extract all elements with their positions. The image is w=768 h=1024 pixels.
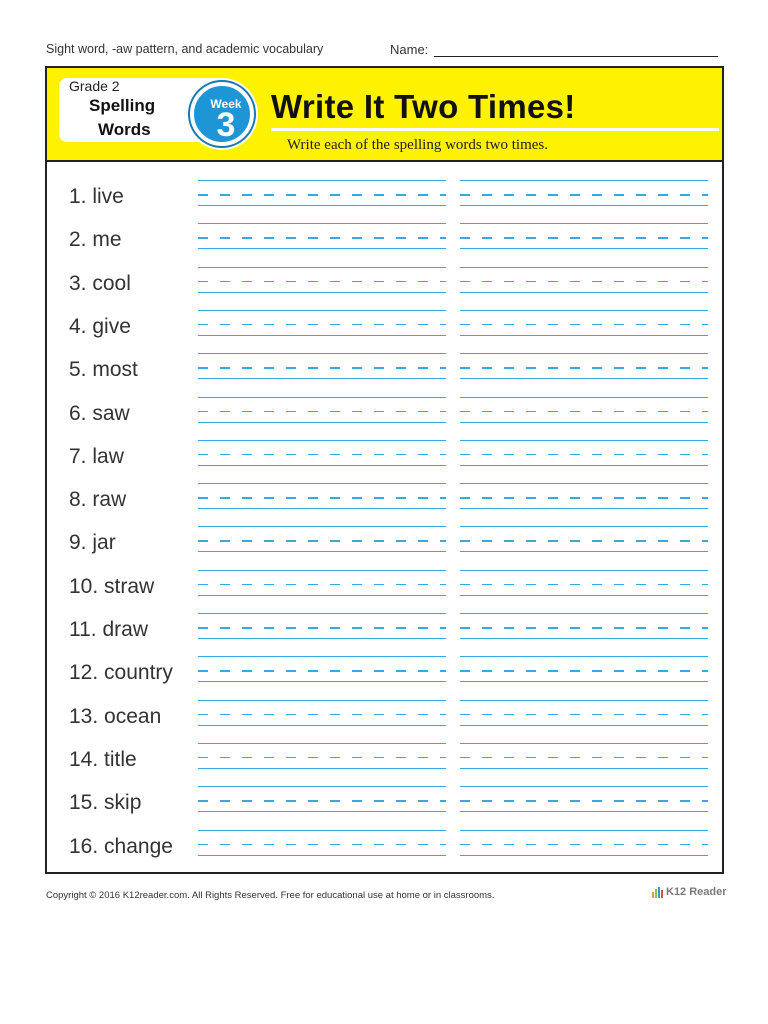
spelling-word: 5. most <box>69 358 138 382</box>
writing-lines-first[interactable] <box>198 480 446 520</box>
solid-writing-line <box>198 397 446 398</box>
writing-lines-second[interactable] <box>460 653 708 693</box>
word-row <box>47 740 722 780</box>
dashed-midline <box>198 670 446 672</box>
solid-writing-line <box>198 508 446 509</box>
writing-lines-first[interactable] <box>198 827 446 867</box>
solid-writing-line <box>198 613 446 614</box>
logo-text: K12 Reader <box>666 886 727 898</box>
solid-writing-line <box>460 465 708 466</box>
spelling-label: Spelling <box>89 96 156 115</box>
spelling-word: 3. cool <box>69 271 131 295</box>
copyright-footer: Copyright © 2016 K12reader.com. All Rights Reserved. Free for educational use at home or in classrooms. <box>46 890 495 901</box>
solid-writing-line <box>198 205 446 206</box>
dashed-midline <box>460 281 708 283</box>
solid-writing-line <box>460 830 708 831</box>
word-row <box>47 523 722 563</box>
solid-writing-line <box>198 768 446 769</box>
solid-writing-line <box>460 768 708 769</box>
word-row <box>47 697 722 737</box>
solid-writing-line <box>198 700 446 701</box>
grade-label: Grade 2 <box>69 78 120 94</box>
writing-lines-second[interactable] <box>460 783 708 823</box>
solid-writing-line <box>460 378 708 379</box>
solid-writing-line <box>198 267 446 268</box>
solid-writing-line <box>460 397 708 398</box>
solid-writing-line <box>198 656 446 657</box>
solid-writing-line <box>198 248 446 249</box>
dashed-midline <box>198 540 446 542</box>
word-row <box>47 264 722 304</box>
solid-writing-line <box>460 786 708 787</box>
word-row <box>47 350 722 390</box>
dashed-midline <box>460 670 708 672</box>
word-row <box>47 567 722 607</box>
solid-writing-line <box>460 656 708 657</box>
solid-writing-line <box>460 570 708 571</box>
writing-lines-second[interactable] <box>460 610 708 650</box>
spelling-word: 1. live <box>69 185 124 208</box>
solid-writing-line <box>460 613 708 614</box>
solid-writing-line <box>198 681 446 682</box>
word-row <box>47 783 722 823</box>
writing-lines-second[interactable] <box>460 437 708 477</box>
solid-writing-line <box>460 855 708 856</box>
dashed-midline <box>198 714 446 716</box>
spelling-word: 13. ocean <box>69 704 162 728</box>
solid-writing-line <box>198 811 446 812</box>
name-write-line[interactable] <box>434 42 718 57</box>
words-label: Words <box>98 120 151 139</box>
spelling-word: 8. raw <box>69 488 127 512</box>
spelling-word: 14. title <box>69 747 137 771</box>
dashed-midline <box>198 237 446 239</box>
spelling-word: 16. change <box>69 834 173 858</box>
word-row <box>47 653 722 693</box>
writing-lines-second[interactable] <box>460 350 708 390</box>
solid-writing-line <box>198 638 446 639</box>
solid-writing-line <box>198 743 446 744</box>
dashed-midline <box>460 844 708 846</box>
dashed-midline <box>198 194 446 196</box>
dashed-midline <box>460 540 708 542</box>
dashed-midline <box>198 454 446 456</box>
solid-writing-line <box>460 811 708 812</box>
solid-writing-line <box>198 526 446 527</box>
word-row <box>47 177 722 217</box>
solid-writing-line <box>198 292 446 293</box>
writing-lines-first[interactable] <box>198 567 446 607</box>
dashed-midline <box>198 584 446 586</box>
solid-writing-line <box>460 638 708 639</box>
writing-lines-first[interactable] <box>198 350 446 390</box>
writing-lines-second[interactable] <box>460 220 708 260</box>
dashed-midline <box>198 411 446 413</box>
solid-writing-line <box>460 743 708 744</box>
writing-lines-second[interactable] <box>460 523 708 563</box>
writing-lines-first[interactable] <box>198 307 446 347</box>
dashed-midline <box>198 497 446 499</box>
solid-writing-line <box>460 700 708 701</box>
solid-writing-line <box>198 180 446 181</box>
spelling-word: 11. draw <box>69 618 148 641</box>
dashed-midline <box>460 237 708 239</box>
writing-lines-second[interactable] <box>460 567 708 607</box>
solid-writing-line <box>198 595 446 596</box>
solid-writing-line <box>460 205 708 206</box>
word-row <box>47 827 722 867</box>
writing-lines-first[interactable] <box>198 697 446 737</box>
writing-lines-first[interactable] <box>198 610 446 650</box>
week-label: Week <box>210 97 242 111</box>
dashed-midline <box>198 281 446 283</box>
dashed-midline <box>198 367 446 369</box>
word-row <box>47 220 722 260</box>
writing-lines-second[interactable] <box>460 394 708 434</box>
word-row <box>47 394 722 434</box>
solid-writing-line <box>460 180 708 181</box>
solid-writing-line <box>460 292 708 293</box>
k12-reader-logo <box>652 886 727 898</box>
solid-writing-line <box>198 551 446 552</box>
writing-lines-first[interactable] <box>198 264 446 304</box>
solid-writing-line <box>198 855 446 856</box>
solid-writing-line <box>198 335 446 336</box>
solid-writing-line <box>460 422 708 423</box>
spelling-word: 10. straw <box>69 574 155 598</box>
dashed-midline <box>460 194 708 196</box>
solid-writing-line <box>198 310 446 311</box>
solid-writing-line <box>460 353 708 354</box>
writing-lines-first[interactable] <box>198 437 446 477</box>
writing-lines-second[interactable] <box>460 264 708 304</box>
spelling-word: 9. jar <box>69 531 116 555</box>
word-row <box>47 307 722 347</box>
dashed-midline <box>460 454 708 456</box>
solid-writing-line <box>198 570 446 571</box>
writing-lines-second[interactable] <box>460 177 708 217</box>
spelling-word: 12. country <box>69 661 173 685</box>
solid-writing-line <box>198 422 446 423</box>
dashed-midline <box>460 367 708 369</box>
solid-writing-line <box>460 681 708 682</box>
solid-writing-line <box>460 526 708 527</box>
worksheet-subtitle: Sight word, -aw pattern, and academic vocabulary <box>46 42 324 56</box>
spelling-word: 2. me <box>69 228 122 252</box>
week-number: 3 <box>216 106 236 144</box>
dashed-midline <box>198 324 446 326</box>
writing-lines-first[interactable] <box>198 783 446 823</box>
dashed-midline <box>460 714 708 716</box>
worksheet-frame <box>45 66 724 874</box>
solid-writing-line <box>460 551 708 552</box>
week-badge <box>186 78 258 150</box>
solid-writing-line <box>460 248 708 249</box>
solid-writing-line <box>460 508 708 509</box>
instructions: Write each of the spelling words two times. <box>287 137 548 153</box>
solid-writing-line <box>198 353 446 354</box>
solid-writing-line <box>198 725 446 726</box>
solid-writing-line <box>198 223 446 224</box>
name-field-group <box>390 42 718 57</box>
dashed-midline <box>460 800 708 802</box>
name-label: Name: <box>390 42 429 57</box>
dashed-midline <box>198 844 446 846</box>
writing-lines-first[interactable] <box>198 220 446 260</box>
solid-writing-line <box>198 378 446 379</box>
dashed-midline <box>460 324 708 326</box>
spelling-word: 6. saw <box>69 401 130 425</box>
spelling-word: 15. skip <box>69 791 142 815</box>
dashed-midline <box>460 627 708 629</box>
solid-writing-line <box>460 335 708 336</box>
dashed-midline <box>460 757 708 759</box>
writing-lines-first[interactable] <box>198 523 446 563</box>
word-row <box>47 480 722 520</box>
word-row <box>47 437 722 477</box>
solid-writing-line <box>198 786 446 787</box>
dashed-midline <box>198 627 446 629</box>
writing-lines-first[interactable] <box>198 740 446 780</box>
spelling-word: 7. law <box>69 444 124 468</box>
spelling-word: 4. give <box>69 314 131 338</box>
week-badge-circle <box>190 82 254 146</box>
dashed-midline <box>198 757 446 759</box>
writing-lines-second[interactable] <box>460 697 708 737</box>
writing-lines-second[interactable] <box>460 480 708 520</box>
solid-writing-line <box>460 440 708 441</box>
writing-lines-second[interactable] <box>460 827 708 867</box>
solid-writing-line <box>460 725 708 726</box>
solid-writing-line <box>460 595 708 596</box>
writing-lines-first[interactable] <box>198 653 446 693</box>
solid-writing-line <box>198 440 446 441</box>
dashed-midline <box>460 411 708 413</box>
dashed-midline <box>460 584 708 586</box>
dashed-midline <box>460 497 708 499</box>
worksheet-title: Write It Two Times! <box>271 88 576 125</box>
solid-writing-line <box>460 223 708 224</box>
title-underline <box>271 128 719 131</box>
logo-mark-icon <box>652 886 664 898</box>
solid-writing-line <box>198 483 446 484</box>
solid-writing-line <box>460 267 708 268</box>
writing-lines-first[interactable] <box>198 177 446 217</box>
solid-writing-line <box>198 465 446 466</box>
banner <box>47 68 722 162</box>
solid-writing-line <box>198 830 446 831</box>
solid-writing-line <box>460 483 708 484</box>
writing-lines-second[interactable] <box>460 740 708 780</box>
solid-writing-line <box>460 310 708 311</box>
writing-lines-second[interactable] <box>460 307 708 347</box>
writing-lines-first[interactable] <box>198 394 446 434</box>
word-row <box>47 610 722 650</box>
dashed-midline <box>198 800 446 802</box>
